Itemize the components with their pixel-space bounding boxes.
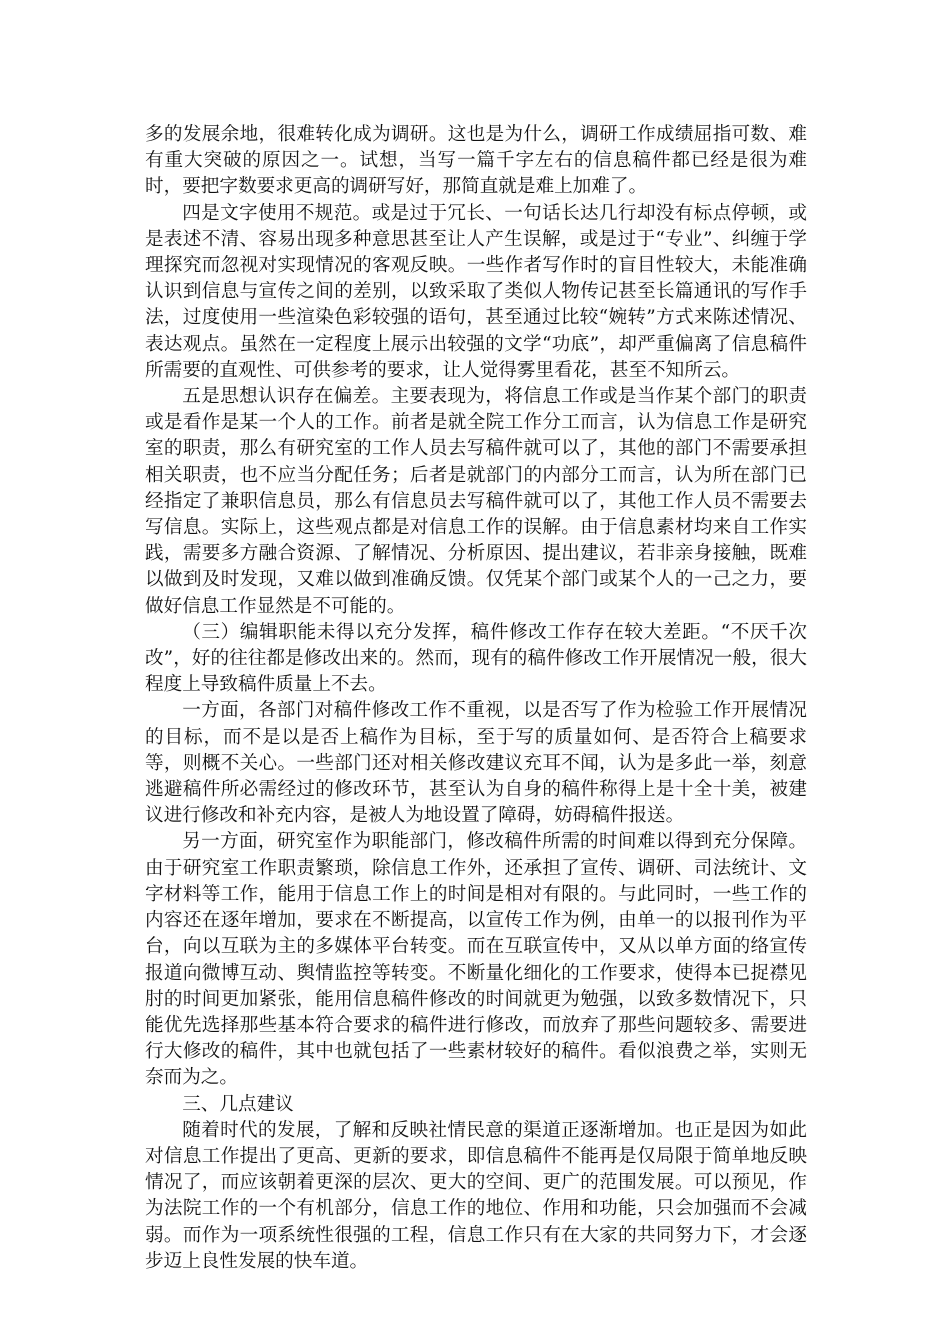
paragraph-7: 随着时代的发展，了解和反映社情民意的渠道正逐渐增加。也正是因为如此对信息工作提出了更高、更新的要求，即信息稿件不能再是仅局限于简单地反映情况了，而应该朝着更深的层次、更大的空间、更广的范围发展。可以预见，作为法院工作的一个有机部分，信息工作的地位、作用和功能，只会加强而不会减弱。而作为一项系统性很强的工程，信息工作只有在大家的共同努力下，才会逐步迈上良性发展的快车道。 (145, 1119, 807, 1272)
paragraph-5: 一方面，各部门对稿件修改工作不重视，以是否写了作为检验工作开展情况的目标，而不是以是否上稿作为目标，至于写的质量如何、是否符合上稿要求等，则概不关心。一些部门还对相关修改建议充耳不闻，认为是多此一举，刻意逃避稿件所必需经过的修改环节，甚至认为自身的稿件称得上是十全十美，被建议进行修改和补充内容，是被人为地设置了障碍，妨碍稿件报送。 (145, 700, 807, 827)
paragraph-3: 五是思想认识存在偏差。主要表现为，将信息工作或是当作某个部门的职责或是看作是某一个人的工作。前者是就全院工作分工而言，认为信息工作是研究室的职责，那么有研究室的工作人员去写稿件就可以了，其他的部门不需要承担相关职责，也不应当分配任务；后者是就部门的内部分工而言，认为所在部门已经指定了兼职信息员，那么有信息员去写稿件就可以了，其他工作人员不需要去写信息。实际上，这些观点都是对信息工作的误解。由于信息素材均来自工作实践，需要多方融合资源、了解情况、分析原因、提出建议，若非亲身接触，既难以做到及时发现，又难以做到准确反馈。仅凭某个部门或某个人的一己之力，要做好信息工作显然是不可能的。 (145, 386, 807, 617)
paragraph-1: 多的发展余地，很难转化成为调研。这也是为什么，调研工作成绩屈指可数、难有重大突破的原因之一。试想，当写一篇千字左右的信息稿件都已经是很为难时，要把字数要求更高的调研写好，那简直就是难上加难了。 (145, 124, 807, 198)
section-heading: 三、几点建议 (182, 1093, 294, 1115)
paragraph-6: 另一方面，研究室作为职能部门，修改稿件所需的时间难以得到充分保障。由于研究室工作职责繁琐，除信息工作外，还承担了宣传、调研、司法统计、文字材料等工作，能用于信息工作上的时间是相对有限的。与此同时，一些工作的内容还在逐年增加，要求在不断提高，以宣传工作为例，由单一的以报刊作为平台，向以互联为主的多媒体平台转变。而在互联宣传中，又从以单方面的络宣传报道向微博互动、舆情监控等转变。不断量化细化的工作要求，使得本已捉襟见肘的时间更加紧张，能用信息稿件修改的时间就更为勉强，以致多数情况下，只能优先选择那些基本符合要求的稿件进行修改，而放弃了那些问题较多、需要进行大修改的稿件，其中也就包括了一些素材较好的稿件。看似浪费之举，实则无奈而为之。 (145, 831, 807, 1089)
paragraph-4: （三）编辑职能未得以充分发挥，稿件修改工作存在较大差距。“不厌千次改”，好的往往都是修改出来的。然而，现有的稿件修改工作开展情况一般，很大程度上导致稿件质量上不去。 (145, 621, 807, 696)
paragraph-2: 四是文字使用不规范。或是过于冗长、一句话长达几行却没有标点停顿，或是表述不清、容易出现多种意思甚至让人产生误解，或是过于“专业”、纠缠于学理探究而忽视对实现情况的客观反映。一些作者写作时的盲目性较大，未能准确认识到信息与宣传之间的差别，以致采取了类似人物传记甚至长篇通讯的写作手法，过度使用一些渲染色彩较强的语句，甚至通过比较“婉转”方式来陈述情况、表达观点。虽然在一定程度上展示出较强的文学“功底”，却严重偏离了信息稿件所需要的直观性、可供参考的要求，让人觉得雾里看花，甚至不知所云。 (145, 202, 807, 381)
document-body (145, 122, 807, 1275)
